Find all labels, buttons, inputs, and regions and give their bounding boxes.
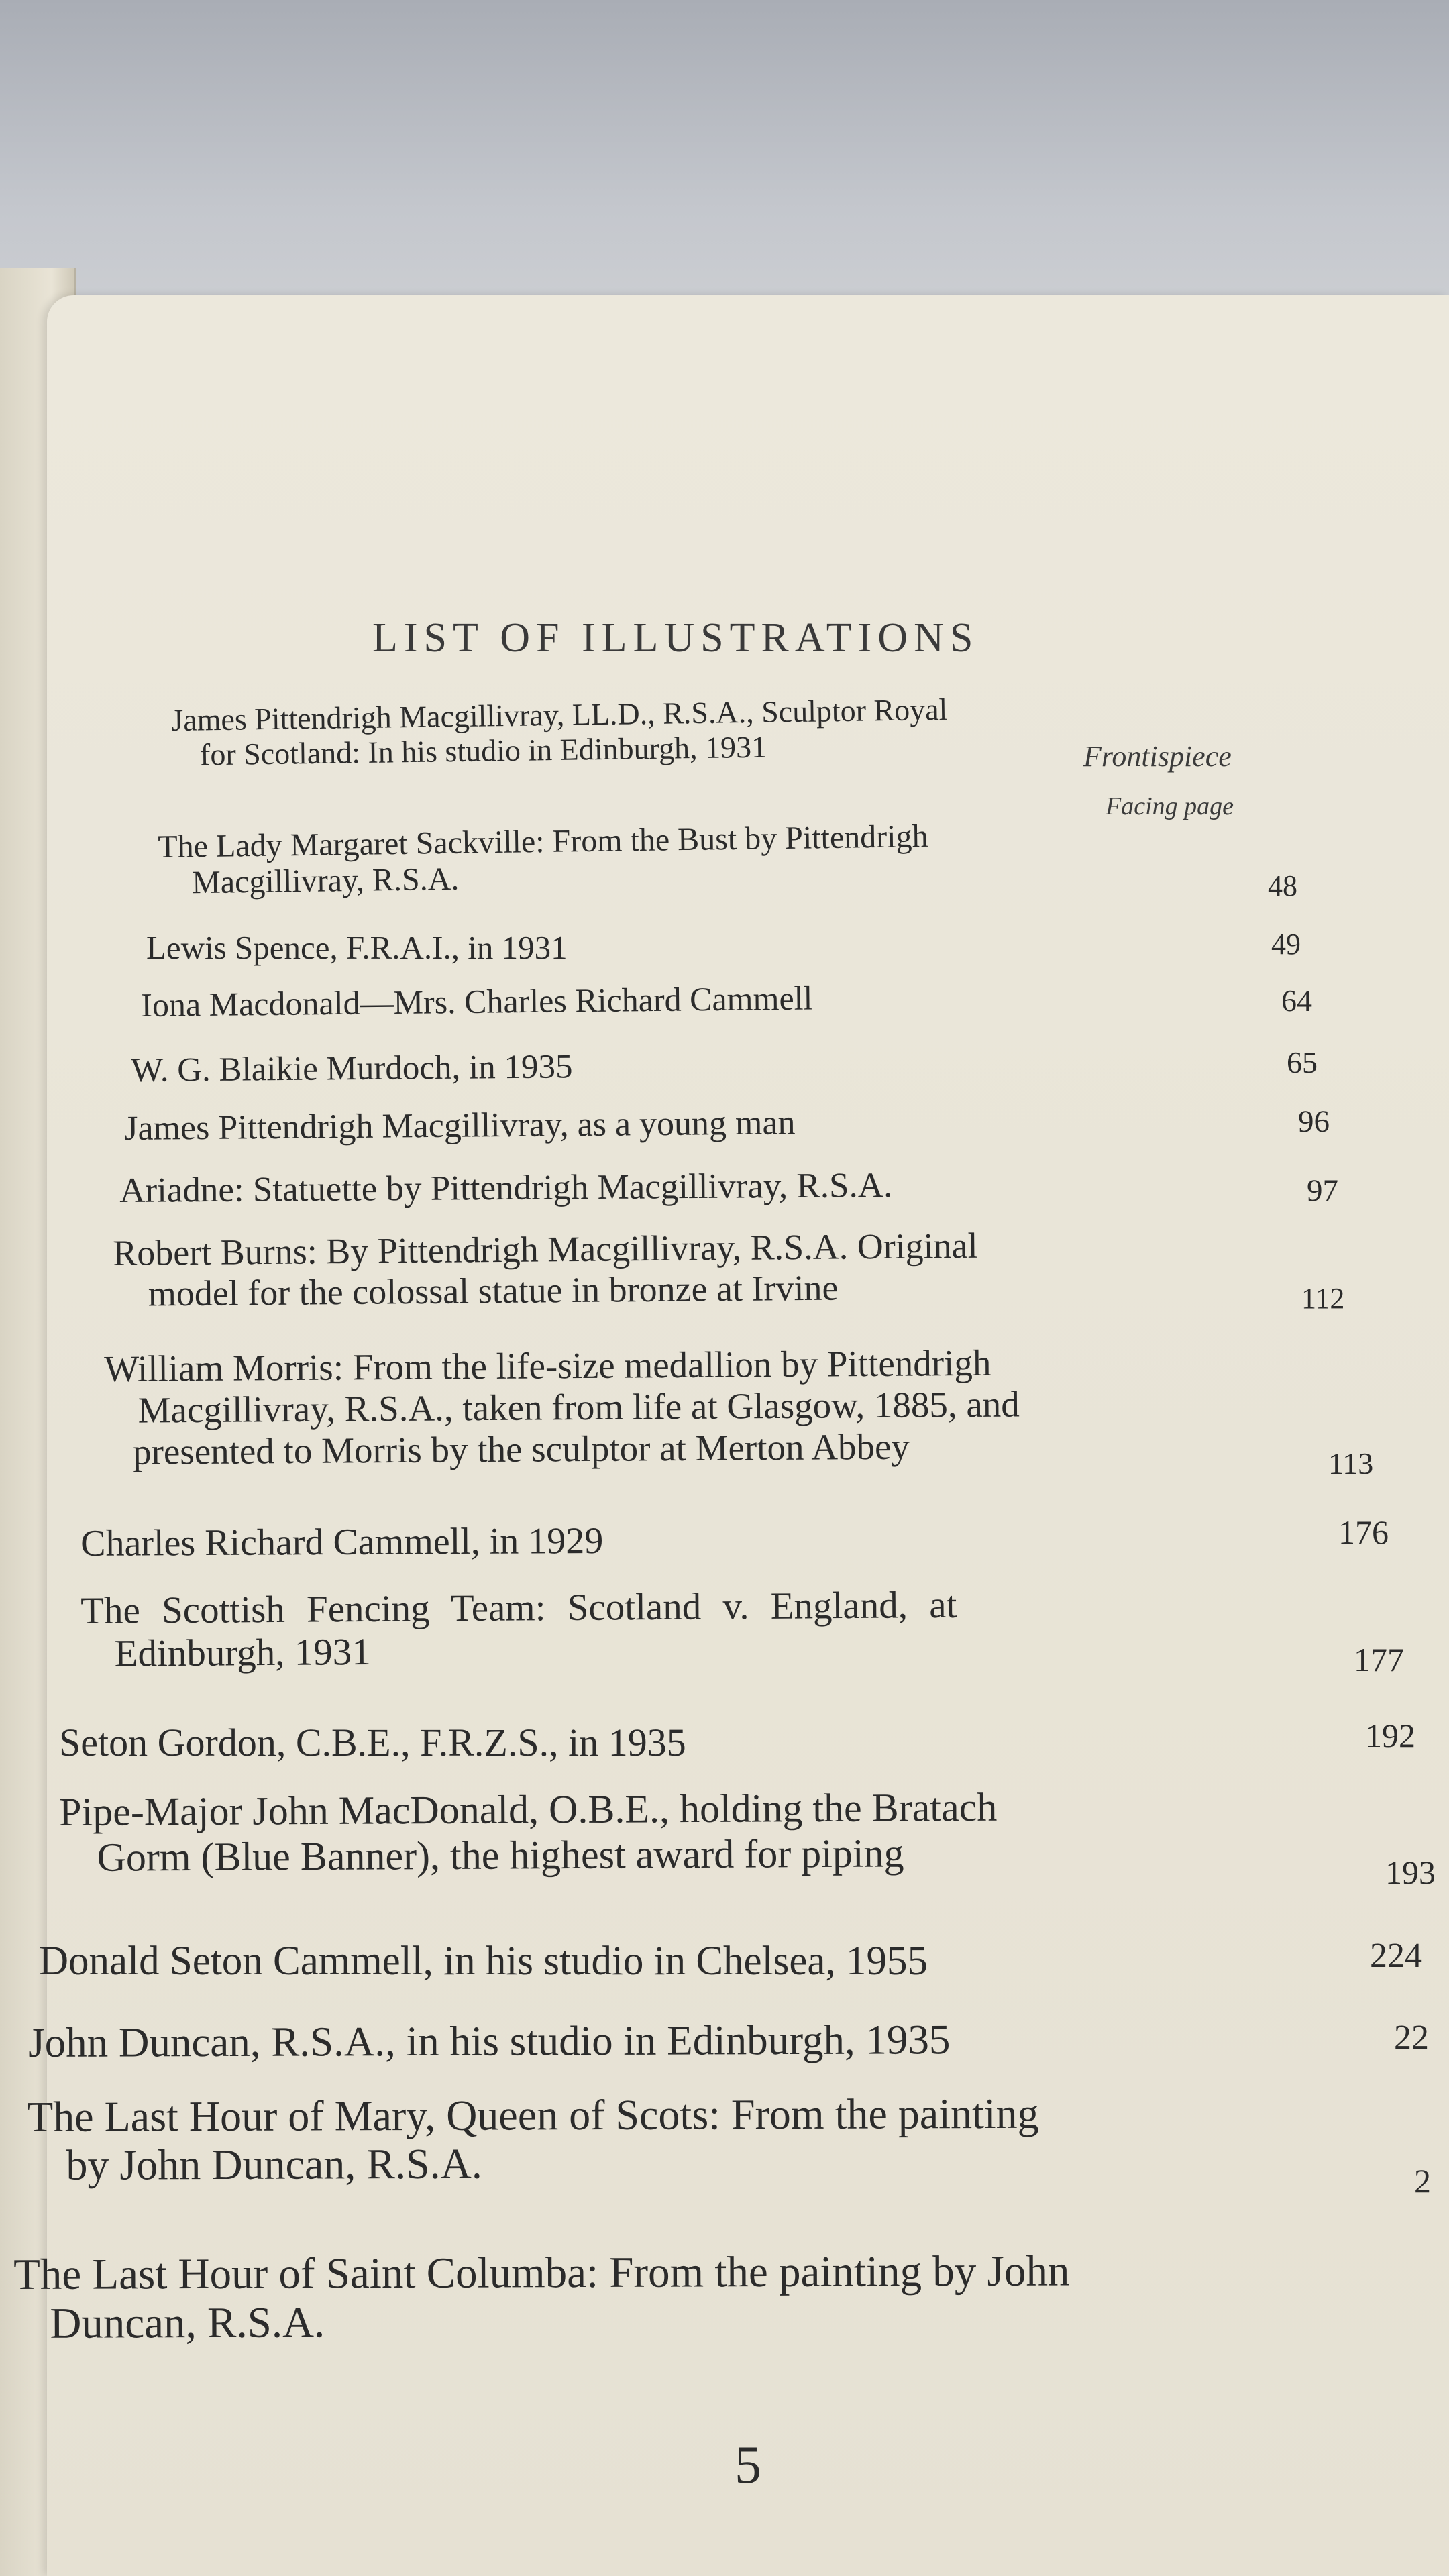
page-number: 193 (1385, 1854, 1436, 1891)
entry-line: W. G. Blaikie Murdoch, in 1935 (131, 1048, 573, 1089)
page-number: 48 (1268, 869, 1297, 902)
page-number: 224 (1370, 1937, 1422, 1975)
illustration-entry (119, 1166, 892, 1212)
illustration-entry (59, 1721, 686, 1765)
illustration-entry (28, 2016, 951, 2067)
page-number-folio: 5 (735, 2436, 761, 2495)
entry-line: by John Duncan, R.S.A. (66, 2139, 482, 2190)
illustration-entry (27, 2090, 1039, 2190)
page-number: 113 (1328, 1446, 1374, 1481)
illustration-entry (104, 1342, 1020, 1473)
entry-line: The Last Hour of Mary, Queen of Scots: From the painting (27, 2089, 1039, 2141)
illustration-entry (39, 1939, 928, 1985)
entry-line: William Morris: From the life-size medallion by Pittendrigh (104, 1342, 991, 1389)
illustration-entry (146, 929, 568, 966)
entry-line: James Pittendrigh Macgillivray, LL.D., R.S.A., Sculptor Royal (171, 692, 948, 737)
entry-line: Robert Burns: By Pittendrigh Macgillivray, R.S.A. Original (113, 1225, 978, 1273)
entry-line: Gorm (Blue Banner), the highest award for piping (97, 1831, 904, 1880)
illustration-entry (113, 1226, 978, 1315)
entry-line: Edinburgh, 1931 (114, 1631, 371, 1676)
page-title: LIST OF ILLUSTRATIONS (372, 615, 979, 661)
page-number: 2 (1414, 2162, 1431, 2200)
facing-page-label: Facing page (1106, 792, 1234, 820)
page-number: 64 (1281, 983, 1312, 1018)
entry-line: The Last Hour of Saint Columba: From the painting by John (13, 2247, 1070, 2299)
page-number: 49 (1271, 928, 1301, 961)
entry-line: Pipe-Major John MacDonald, O.B.E., holding the Bratach (59, 1784, 998, 1834)
entry-line: Charles Richard Cammell, in 1929 (80, 1519, 604, 1564)
entry-line: Seton Gordon, C.B.E., F.R.Z.S., in 1935 (59, 1721, 686, 1764)
page-number: 176 (1338, 1513, 1389, 1551)
entry-line: Duncan, R.S.A. (50, 2298, 325, 2349)
illustration-entry (131, 1048, 573, 1090)
illustration-entry (59, 1785, 998, 1881)
entry-line: The Lady Margaret Sackville: From the Bust by Pittendrigh (158, 818, 928, 865)
illustration-entry (158, 818, 929, 902)
entry-line: John Duncan, R.S.A., in his studio in Edinburgh, 1935 (28, 2016, 951, 2066)
entry-line: Iona Macdonald—Mrs. Charles Richard Cammell (141, 979, 813, 1024)
entry-line: Macgillivray, R.S.A. (191, 861, 460, 901)
page-number: 177 (1354, 1641, 1404, 1678)
page-number: 22 (1394, 2019, 1429, 2057)
illustration-entry (141, 979, 813, 1024)
illustration-entry (171, 692, 948, 773)
entry-line: Ariadne: Statuette by Pittendrigh Macgillivray, R.S.A. (119, 1165, 893, 1210)
entry-line: Donald Seton Cammell, in his studio in Chelsea, 1955 (39, 1939, 928, 1984)
entry-line: Lewis Spence, F.R.A.I., in 1931 (146, 929, 568, 966)
entry-line: for Scotland: In his studio in Edinburgh, 1931 (199, 729, 767, 772)
page-number: 192 (1365, 1717, 1415, 1754)
entry-line: Macgillivray, R.S.A., taken from life at Glasgow, 1885, and (138, 1383, 1020, 1431)
illustration-entry (80, 1520, 604, 1565)
entry-line: The Scottish Fencing Team: Scotland v. England, at (80, 1583, 957, 1632)
entry-line: presented to Morris by the sculptor at Merton Abbey (132, 1426, 910, 1472)
page-number: 112 (1301, 1282, 1345, 1315)
illustration-entry (13, 2247, 1070, 2349)
entry-line: model for the colossal statue in bronze at Irvine (148, 1267, 839, 1314)
page-number: 97 (1307, 1173, 1338, 1208)
illustration-entry (124, 1104, 796, 1148)
illustration-entry (80, 1584, 957, 1676)
page-number: 65 (1287, 1045, 1318, 1079)
frontispiece-label: Frontispiece (1083, 740, 1232, 773)
page-number: 96 (1298, 1104, 1330, 1139)
entry-line: James Pittendrigh Macgillivray, as a young man (124, 1104, 796, 1148)
